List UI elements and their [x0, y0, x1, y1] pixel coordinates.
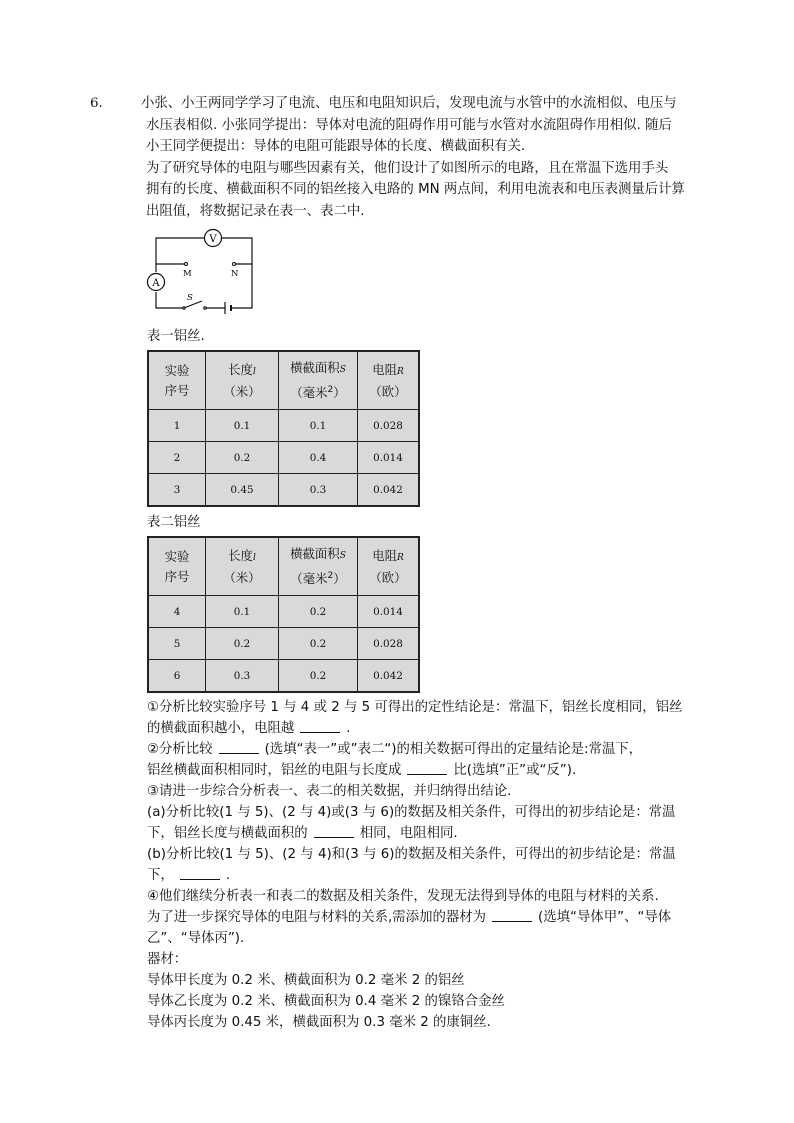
q3b-line-2: 下， . — [147, 865, 707, 886]
table1-caption: 表一铝丝. — [147, 329, 205, 344]
switch-label: S — [187, 293, 193, 303]
table1-header-row — [148, 351, 419, 410]
q2-line-1: ②分析比较 (选填“表一”或”表二“)的相关数据可得出的定量结论是:常温下， — [147, 739, 707, 760]
answer-blank-3[interactable] — [407, 760, 447, 775]
intro-line-6: 出阻值，将数据记录在表一、表二中. — [146, 203, 365, 219]
circuit-diagram — [142, 222, 262, 322]
answer-blank-2[interactable] — [219, 739, 259, 754]
answer-blank-1[interactable] — [300, 718, 340, 733]
materials-title: 器材： — [147, 952, 188, 967]
answer-blank-6[interactable] — [492, 907, 532, 922]
table-row: 3 0.45 0.3 0.042 — [148, 474, 419, 507]
table-row: 4 0.1 0.2 0.014 — [148, 596, 419, 628]
analysis-section — [147, 697, 707, 1033]
question-number: 6. — [90, 96, 103, 111]
q3a-line-1: (a)分析比较(1 与 5)、(2 与 4)或(3 与 6)的数据及相关条件，可得出的初步结论是：常温 — [147, 805, 676, 820]
table2-header-id: 实验 序号 — [148, 537, 206, 596]
material-item-1: 导体甲长度为 0.2 米、横截面积为 0.2 毫米 2 的铝丝 — [147, 973, 465, 988]
intro-line-2: 水压表相似. 小张同学提出：导体对电流的阻碍作用可能与水管对水流阻碍作用相似. 随后 — [146, 117, 672, 133]
terminal-n-icon — [233, 263, 236, 266]
table2-header-row — [148, 537, 419, 596]
q1-line-1: ①分析比较实验序号 1 与 4 或 2 与 5 可得出的定性结论是：常温下，铝丝长度相同，铝丝 — [147, 700, 683, 715]
table1-header-length: 长度l （米） — [206, 351, 279, 410]
point-m-label: M — [183, 269, 192, 279]
circuit-wire-bottom-left — [156, 292, 184, 308]
intro-line-4: 为了研究导体的电阻与哪些因素有关，他们设计了如图所示的电路，且在常温下选用手头 — [146, 160, 669, 176]
q1-line-2: 的横截面积越小，电阻越 . — [147, 718, 707, 739]
q2-line-2: 铝丝横截面积相同时，铝丝的电阻与长度成 比(选填”正”或“反”). — [147, 760, 707, 781]
table2-caption: 表二铝丝 — [147, 515, 201, 530]
intro-line-1: 6. 小张、小王两同学学习了电流、电压和电阻知识后，发现电流与水管中的水流相似、电压与 — [118, 93, 708, 115]
terminal-m-icon — [185, 263, 188, 266]
table-row: 2 0.2 0.4 0.014 — [148, 442, 419, 474]
answer-blank-5[interactable] — [180, 865, 220, 880]
q3a-line-2: 下，铝丝长度与横截面积的 相同，电阻相同. — [147, 823, 707, 844]
q4-line-1: ④他们继续分析表一和表二的数据及相关条件，发现无法得到导体的电阻与材料的关系. — [147, 889, 659, 904]
question-intro — [90, 93, 708, 223]
q3-line: ③请进一步综合分析表一、表二的相关数据，并归纳得出结论. — [147, 784, 512, 799]
voltmeter-label: V — [209, 234, 217, 245]
table2-header-area: 横截面积S （毫米$^2$） — [279, 537, 358, 596]
circuit-wire-top-left — [156, 238, 204, 272]
q4-line-2: 为了进一步探究导体的电阻与材料的关系,需添加的器材为 (选填“导体甲”、“导体 — [147, 907, 707, 928]
table2-header-length: 长度l （米） — [206, 537, 279, 596]
table-row: 5 0.2 0.2 0.028 — [148, 628, 419, 660]
q3b-line-1: (b)分析比较(1 与 5)、(2 与 4)和(3 与 6)的数据及相关条件，可得出的初步结论是：常温 — [147, 847, 676, 862]
point-n-label: N — [231, 269, 239, 279]
table-row: 1 0.1 0.1 0.028 — [148, 410, 419, 442]
table1 — [147, 350, 420, 507]
table2 — [147, 536, 420, 693]
ammeter-label: A — [152, 278, 160, 289]
q4-line-3: 乙”、“导体丙”). — [147, 931, 245, 946]
table1-header-area: 横截面积S （毫米$^2$） — [279, 351, 358, 410]
table1-header-resistance: 电阻R （欧） — [358, 351, 420, 410]
material-item-2: 导体乙长度为 0.2 米、横截面积为 0.4 毫米 2 的镍铬合金丝 — [147, 994, 505, 1009]
circuit-wire-top-right — [222, 238, 252, 264]
material-item-3: 导体丙长度为 0.45 米，横截面积为 0.3 毫米 2 的康铜丝. — [147, 1015, 491, 1030]
table-row: 6 0.3 0.2 0.042 — [148, 660, 419, 693]
intro-line-3: 小王同学便提出：导体的电阻可能跟导体的长度、横截面积有关. — [146, 139, 526, 155]
intro-line-5: 拥有的长度、横截面积不同的铝丝接入电路的 MN 两点间，利用电流表和电压表测量后计算 — [146, 182, 685, 198]
answer-blank-4[interactable] — [314, 823, 354, 838]
table1-header-id: 实验 序号 — [148, 351, 206, 410]
table2-header-resistance: 电阻R （欧） — [358, 537, 420, 596]
